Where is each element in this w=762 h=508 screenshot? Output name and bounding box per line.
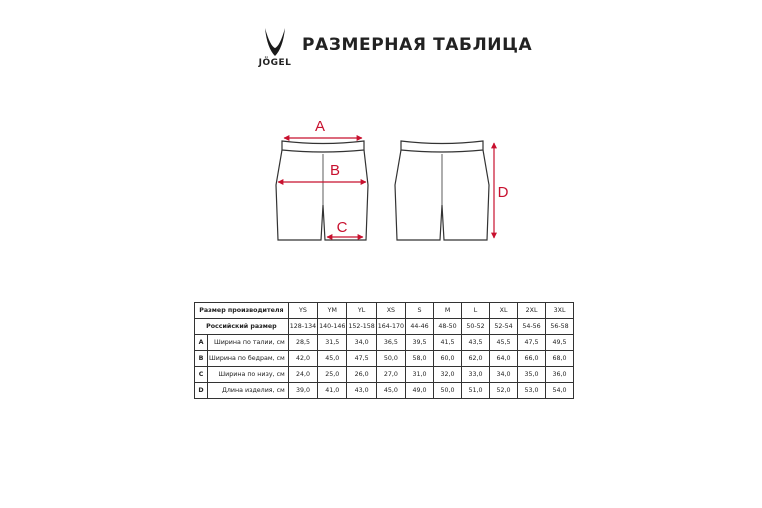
table-cell: 52,0 xyxy=(490,383,518,399)
header-label: Размер производителя xyxy=(195,303,289,319)
table-cell: 34,0 xyxy=(490,367,518,383)
table-cell: 140-146 xyxy=(318,319,347,335)
table-cell: 27,0 xyxy=(376,367,405,383)
table-row-b xyxy=(195,351,574,367)
table-cell: 64,0 xyxy=(490,351,518,367)
shorts-front xyxy=(276,141,368,240)
table-cell: 50-52 xyxy=(462,319,490,335)
brand-name: JÖGEL xyxy=(258,58,292,68)
table-cell: 164-170 xyxy=(376,319,405,335)
row-letter: B xyxy=(195,351,208,367)
table-cell: 49,5 xyxy=(546,335,574,351)
table-cell: 66,0 xyxy=(518,351,546,367)
row-label: Ширина по талии, см xyxy=(208,335,289,351)
label-c: C xyxy=(336,219,348,236)
row-label: Ширина по низу, см xyxy=(208,367,289,383)
table-cell: 43,0 xyxy=(347,383,376,399)
table-cell: 25,0 xyxy=(318,367,347,383)
table-cell: 56-58 xyxy=(546,319,574,335)
table-cell: 45,0 xyxy=(376,383,405,399)
front-waistband xyxy=(282,141,364,152)
table-header-row xyxy=(195,303,574,319)
table-cell: XS xyxy=(376,303,405,319)
table-cell: 60,0 xyxy=(434,351,462,367)
table-cell: 47,5 xyxy=(347,351,376,367)
table-cell: 32,0 xyxy=(434,367,462,383)
table-cell: 31,5 xyxy=(318,335,347,351)
table-cell: 39,0 xyxy=(288,383,317,399)
table-cell: 54,0 xyxy=(546,383,574,399)
table-row-a xyxy=(195,335,574,351)
table-cell: M xyxy=(434,303,462,319)
table-cell: 50,0 xyxy=(376,351,405,367)
row-label: Длина изделия, см xyxy=(208,383,289,399)
label-a: A xyxy=(314,118,326,135)
table-cell: YL xyxy=(347,303,376,319)
row-label: Ширина по бедрам, см xyxy=(208,351,289,367)
table-cell: 36,0 xyxy=(546,367,574,383)
table-row-russian-size xyxy=(195,319,574,335)
table-cell: 44-46 xyxy=(406,319,434,335)
table-cell: 31,0 xyxy=(406,367,434,383)
table-cell: L xyxy=(462,303,490,319)
row-letter: D xyxy=(195,383,208,399)
table-cell: 41,0 xyxy=(318,383,347,399)
table-cell: YM xyxy=(318,303,347,319)
table-cell: 33,0 xyxy=(462,367,490,383)
rus-size-label: Российский размер xyxy=(195,319,289,335)
label-b: B xyxy=(329,162,341,179)
table-row-c xyxy=(195,367,574,383)
table-cell: 36,5 xyxy=(376,335,405,351)
table-cell: 42,0 xyxy=(288,351,317,367)
row-letter: A xyxy=(195,335,208,351)
table-cell: 2XL xyxy=(518,303,546,319)
table-cell: 45,0 xyxy=(318,351,347,367)
table-cell: 54-56 xyxy=(518,319,546,335)
table-cell: 68,0 xyxy=(546,351,574,367)
table-cell: 45,5 xyxy=(490,335,518,351)
table-cell: 43,5 xyxy=(462,335,490,351)
table-cell: 128-134 xyxy=(288,319,317,335)
table-cell: 47,5 xyxy=(518,335,546,351)
table-cell: 48-50 xyxy=(434,319,462,335)
table-cell: YS xyxy=(288,303,317,319)
page-title: РАЗМЕРНАЯ ТАБЛИЦА xyxy=(302,35,533,55)
table-cell: 49,0 xyxy=(406,383,434,399)
table-cell: 152-158 xyxy=(347,319,376,335)
table-cell: 58,0 xyxy=(406,351,434,367)
table-cell: 51,0 xyxy=(462,383,490,399)
table-cell: 28,5 xyxy=(288,335,317,351)
table-cell: 24,0 xyxy=(288,367,317,383)
table-cell: 50,0 xyxy=(434,383,462,399)
table-cell: 34,0 xyxy=(347,335,376,351)
table-cell: 35,0 xyxy=(518,367,546,383)
table-cell: 41,5 xyxy=(434,335,462,351)
table-cell: 39,5 xyxy=(406,335,434,351)
table-row-d xyxy=(195,383,574,399)
back-waistband xyxy=(401,141,483,152)
size-table xyxy=(194,302,574,399)
table-cell: 52-54 xyxy=(490,319,518,335)
shorts-back xyxy=(395,141,489,240)
table-cell: 62,0 xyxy=(462,351,490,367)
table-cell: 26,0 xyxy=(347,367,376,383)
front-outline xyxy=(276,150,368,240)
label-d: D xyxy=(497,184,509,201)
row-letter: C xyxy=(195,367,208,383)
table-cell: XL xyxy=(490,303,518,319)
table-cell: 53,0 xyxy=(518,383,546,399)
table-cell: S xyxy=(406,303,434,319)
table-cell: 3XL xyxy=(546,303,574,319)
